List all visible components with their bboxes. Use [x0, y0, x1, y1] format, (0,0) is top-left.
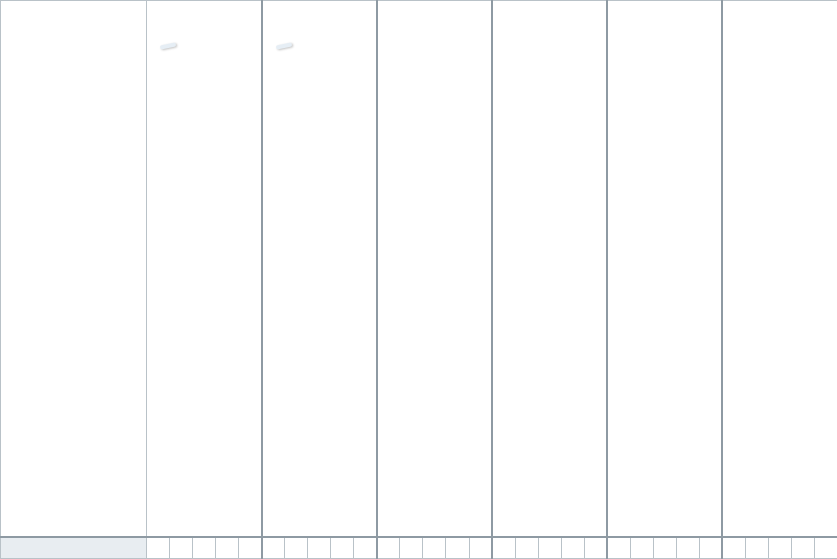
- part-number: [285, 537, 308, 559]
- event-header: [722, 1, 837, 537]
- part-number: [469, 537, 492, 559]
- part-number: [446, 537, 469, 559]
- event-header: [262, 1, 377, 537]
- event-header: [147, 1, 262, 537]
- part-number: [607, 537, 630, 559]
- part-number: [400, 537, 423, 559]
- part-number: [193, 537, 216, 559]
- part-number: [676, 537, 699, 559]
- part-number: [630, 537, 653, 559]
- part-number: [746, 537, 769, 559]
- part-number: [216, 537, 239, 559]
- part-number: [769, 537, 792, 559]
- event-header: [492, 1, 607, 537]
- part-number: [331, 537, 354, 559]
- part-number: [653, 537, 676, 559]
- part-number: [815, 537, 837, 559]
- part-number: [722, 537, 745, 559]
- event-header: [377, 1, 492, 537]
- part-number: [170, 537, 193, 559]
- part-number: [538, 537, 561, 559]
- event-header: [607, 1, 722, 537]
- part-number: [515, 537, 538, 559]
- group-header-row: [1, 537, 837, 559]
- part-number: [792, 537, 815, 559]
- app-title: [1, 1, 147, 537]
- part-number: [377, 537, 400, 559]
- part-number: [699, 537, 722, 559]
- part-number: [354, 537, 377, 559]
- part-number: [423, 537, 446, 559]
- part-number: [239, 537, 262, 559]
- part-number: [262, 537, 285, 559]
- group-label: [1, 537, 147, 559]
- part-number: [492, 537, 515, 559]
- part-number: [308, 537, 331, 559]
- part-number: [147, 537, 170, 559]
- part-number: [584, 537, 607, 559]
- part-number: [561, 537, 584, 559]
